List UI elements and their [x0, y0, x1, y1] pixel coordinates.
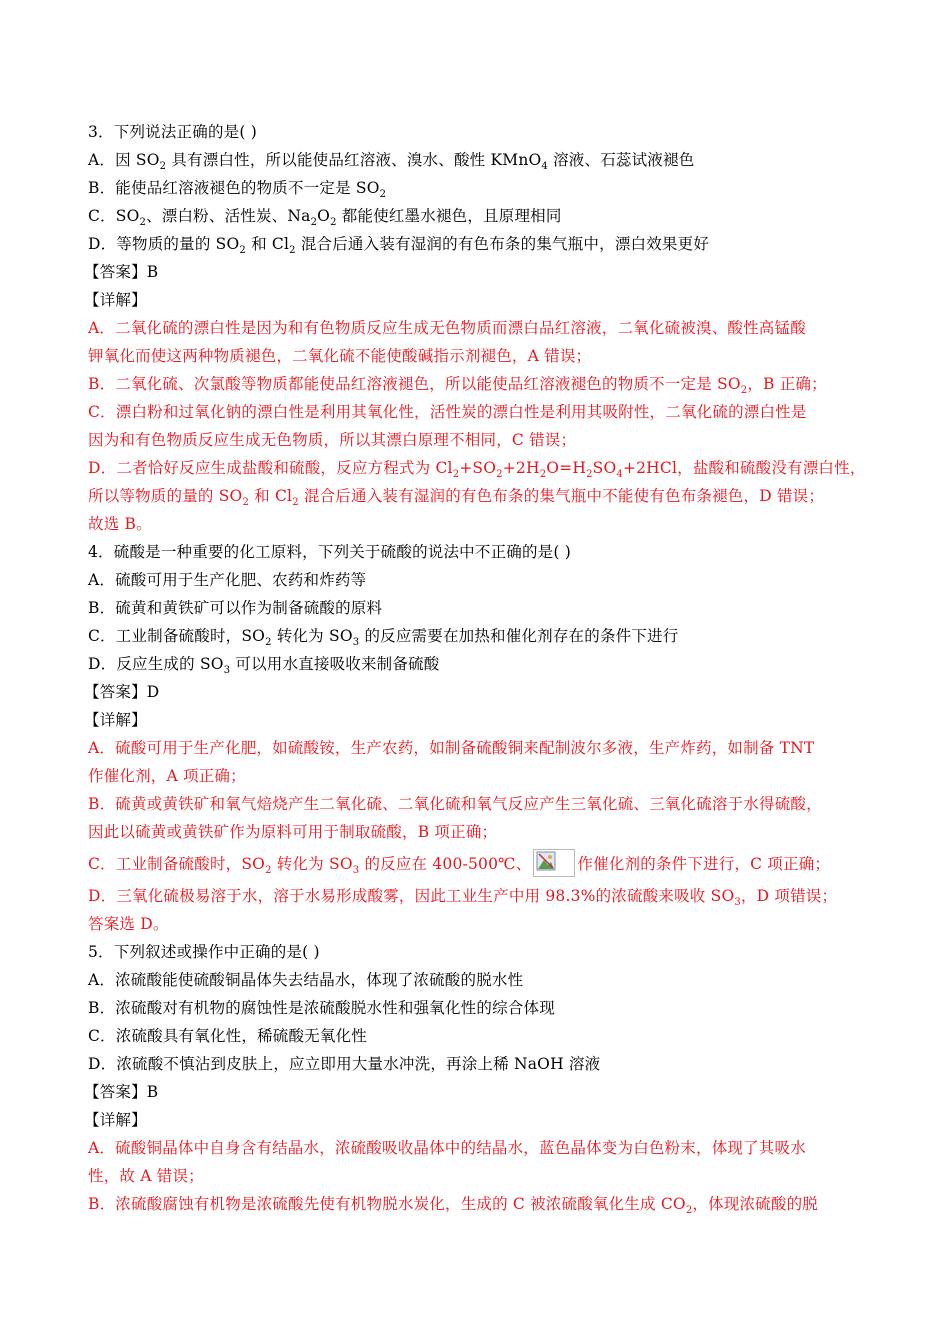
- q4-answer: 【答案】D: [84, 683, 160, 701]
- broken-image-icon: [533, 849, 575, 877]
- q3-conclusion: 故选 B。: [88, 515, 152, 533]
- q3-explanation-line: A．二氧化硫的漂白性是因为和有色物质反应生成无色物质而漂白品红溶液，二氧化硫被溴、酸性高锰酸: [88, 319, 806, 337]
- q3-explanation-line: 因为和有色物质反应生成无色物质，所以其漂白原理不相同，C 错误；: [88, 431, 577, 449]
- q3-stem: 3．下列说法正确的是( ): [88, 123, 257, 141]
- q3-explanation-line: D．二者恰好反应生成盐酸和硫酸，反应方程式为 $Cl_2+SO_2+2H_2O=H_2SO_4+2HCl$，盐酸和硫酸没有漂白性，: [88, 459, 866, 480]
- q5-option-a: A．浓硫酸能使硫酸铜晶体失去结晶水，体现了浓硫酸的脱水性: [88, 971, 524, 989]
- q5-option-c: C．浓硫酸具有氧化性，稀硫酸无氧化性: [88, 1027, 367, 1045]
- q5-option-d: D．浓硫酸不慎沾到皮肤上，应立即用大量水冲洗，再涂上稀 NaOH 溶液: [88, 1055, 601, 1073]
- q4-explanation-line: A．硫酸可用于生产化肥，如硫酸铵，生产农药，如制备硫酸铜来配制波尔多液，生产炸药，如制备 TNT: [88, 739, 815, 757]
- q3-option-d: D．等物质的量的 $SO_2$ 和 $Cl_2$ 混合后通入装有湿润的有色布条的集气瓶中，漂白效果更好: [88, 235, 710, 256]
- q3-explanation-line: 所以等物质的量的 $SO_2$ 和 $Cl_2$ 混合后通入装有湿润的有色布条的集气瓶中不能使有色布条褪色，D 错误；: [88, 487, 825, 508]
- q5-detail-heading: 【详解】: [84, 1111, 147, 1129]
- q3-option-a: A．因 $SO_2$ 具有漂白性，所以能使品红溶液、溴水、酸性 KMnO$_4$ 溶液、石蕊试液褪色: [88, 151, 695, 172]
- q4-explanation-line: D．三氧化硫极易溶于水，溶于水易形成酸雾，因此工业生产中用 98.3%的浓硫酸来吸收 $SO_3$，D 项错误；: [88, 887, 838, 908]
- q5-explanation-line: A．硫酸铜晶体中自身含有结晶水，浓硫酸吸收晶体中的结晶水，蓝色晶体变为白色粉末，体现了其吸水: [88, 1139, 806, 1157]
- q3-option-c: C．$SO_2$、漂白粉、活性炭、$Na_2O_2$ 都能使红墨水褪色，且原理相同: [88, 207, 562, 228]
- q4-stem: 4．硫酸是一种重要的化工原料，下列关于硫酸的说法中不正确的是( ): [88, 543, 571, 561]
- q4-option-b: B．硫黄和黄铁矿可以作为制备硫酸的原料: [88, 599, 383, 617]
- q3-explanation-line: C．漂白粉和过氧化钠的漂白性是利用其氧化性，活性炭的漂白性是利用其吸附性，二氧化硫的漂白性是: [88, 403, 807, 421]
- q3-detail-heading: 【详解】: [84, 291, 147, 309]
- q4-conclusion: 答案选 D。: [88, 915, 169, 933]
- q3-answer: 【答案】B: [84, 263, 159, 281]
- q4-detail-heading: 【详解】: [84, 711, 147, 729]
- q5-explanation-line: 性，故 A 错误；: [88, 1167, 204, 1185]
- q4-explanation-line: 作催化剂，A 项正确；: [88, 767, 246, 785]
- document-page: [84, 118, 866, 1218]
- q3-explanation-line: B．二氧化硫、次氯酸等物质都能使品红溶液褪色，所以能使品红溶液褪色的物质不一定是 $SO_2$，B 正确；: [88, 375, 827, 396]
- q4-option-c: C．工业制备硫酸时，$SO_2$ 转化为 $SO_3$ 的反应需要在加热和催化剂存在的条件下进行: [88, 627, 679, 648]
- q5-option-b: B．浓硫酸对有机物的腐蚀性是浓硫酸脱水性和强氧化性的综合体现: [88, 999, 555, 1017]
- q4-explanation-line: B．硫黄或黄铁矿和氧气焙烧产生二氧化硫、二氧化硫和氧气反应产生三氧化硫、三氧化硫溶于水得硫酸，: [88, 795, 822, 813]
- q4-option-a: A．硫酸可用于生产化肥、农药和炸药等: [88, 571, 367, 589]
- q4-explanation-line: 因此以硫黄或黄铁矿作为原料可用于制取硫酸，B 项正确；: [88, 823, 498, 841]
- q5-stem: 5．下列叙述或操作中正确的是( ): [88, 943, 320, 961]
- q5-explanation-line: B．浓硫酸腐蚀有机物是浓硫酸先使有机物脱水炭化，生成的 C 被浓硫酸氧化生成 $CO_2$，体现浓硫酸的脱: [88, 1195, 818, 1216]
- q3-explanation-line: 钾氧化而使这两种物质褪色，二氧化硫不能使酸碱指示剂褪色，A 错误；: [88, 347, 592, 365]
- q3-option-b: B．能使品红溶液褪色的物质不一定是 $SO_2$: [88, 179, 387, 200]
- q5-answer: 【答案】B: [84, 1083, 159, 1101]
- q4-explanation-line: C．工业制备硫酸时，$SO_2$ 转化为 $SO_3$ 的反应在 400-500℃、 作催化剂的条件下进行，C 项正确；: [88, 846, 858, 882]
- q4-option-d: D．反应生成的 $SO_3$ 可以用水直接吸收来制备硫酸: [88, 655, 440, 676]
